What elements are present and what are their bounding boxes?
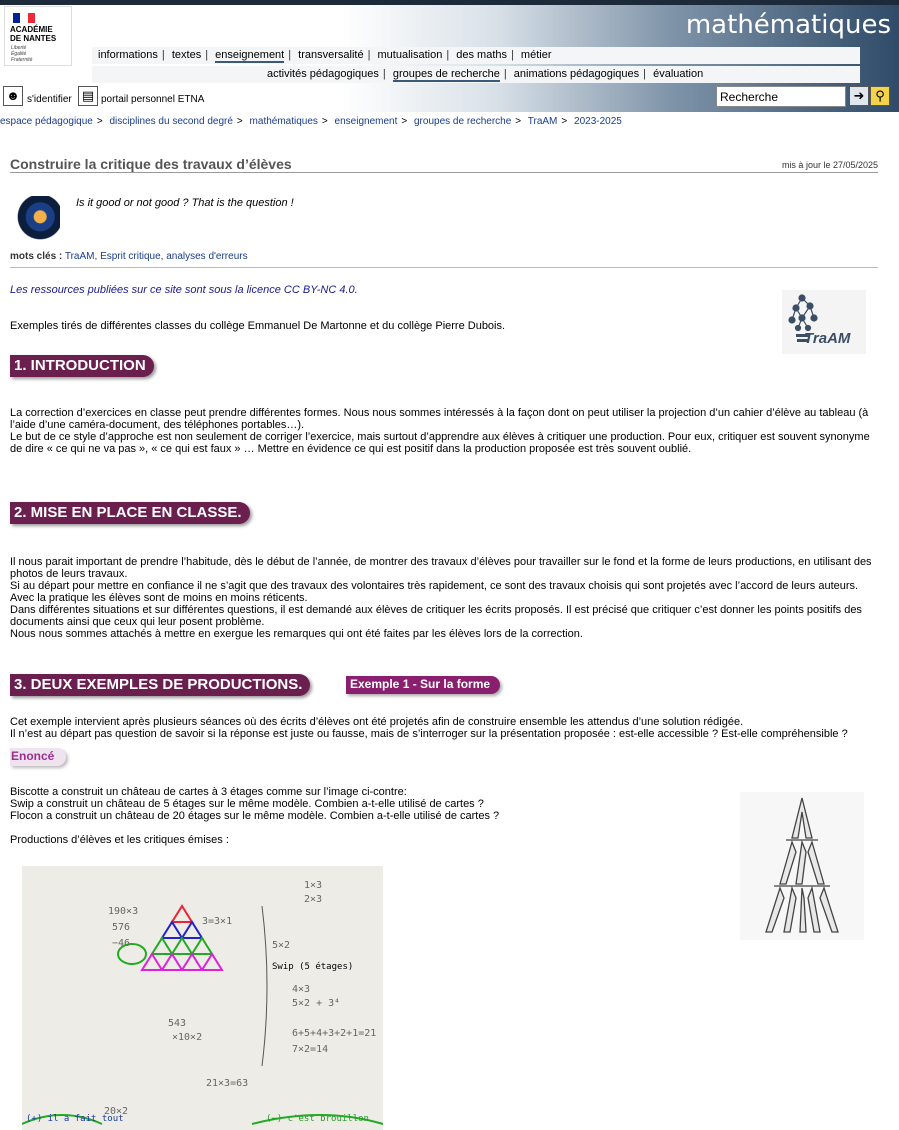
note: 3=3×1 bbox=[202, 916, 233, 927]
note: 576 bbox=[112, 922, 131, 933]
breadcrumb-item[interactable]: mathématiques bbox=[249, 116, 318, 127]
nav-groupes-de-recherche[interactable]: groupes de recherche bbox=[392, 68, 500, 80]
handwritten-note: Swip (5 étages) bbox=[272, 962, 354, 972]
note: 4×3 bbox=[292, 984, 311, 995]
breadcrumb-item[interactable]: espace pédagogique bbox=[0, 116, 93, 127]
title-divider bbox=[10, 172, 878, 173]
note: 21×3=63 bbox=[206, 1078, 249, 1089]
keyword-link[interactable]: analyses d'erreurs bbox=[166, 251, 248, 262]
section-heading-exemples: 3. DEUX EXEMPLES DE PRODUCTIONS. bbox=[10, 674, 310, 696]
note: 2×3 bbox=[304, 894, 323, 905]
section-heading-mise-en-place: 2. MISE EN PLACE EN CLASSE. bbox=[10, 502, 250, 524]
french-flag-icon bbox=[13, 13, 35, 23]
section1-text bbox=[10, 407, 872, 455]
intro-quote: Is it good or not good ? That is the question ! bbox=[76, 197, 294, 209]
example1-heading: Exemple 1 - Sur la forme bbox=[346, 676, 500, 694]
nav-metier[interactable]: métier bbox=[520, 49, 552, 61]
note: 1×3 bbox=[304, 880, 323, 891]
paragraph: Cet exemple intervient après plusieurs séances où des écrits d’élèves ont été projetés afin de construire ensemble les attendus d’une solution rédigée. bbox=[10, 716, 744, 728]
primary-nav: informations | textes | enseignement | transversalité | mutualisation | des maths | métier bbox=[92, 47, 860, 64]
motto-egalite: Égalité bbox=[11, 51, 27, 57]
note: 190×3 bbox=[108, 906, 139, 917]
section-heading-introduction: 1. INTRODUCTION bbox=[10, 355, 154, 377]
note: 20×2 bbox=[104, 1106, 129, 1117]
paragraph: Si au départ pour mettre en confiance il ne s’agit que des travaux des volontaires très rapidement, ce sont des travaux choisis qui sont projetés avec l’accord de leurs auteurs. Avec la pratique les élèves sont de moins en moins réticents. bbox=[10, 580, 859, 604]
header-top-line bbox=[0, 0, 899, 5]
license-notice: Les ressources publiées sur ce site sont sous la licence CC BY-NC 4.0. bbox=[10, 284, 358, 296]
note: 5×2 + 3⁴ bbox=[292, 998, 341, 1009]
traam-logo bbox=[782, 290, 866, 354]
enonce-text bbox=[10, 786, 710, 822]
note: ×10×2 bbox=[172, 1032, 203, 1043]
nav-animations-pedagogiques[interactable]: animations pédagogiques bbox=[513, 68, 640, 80]
traam-logo-text: TraAM bbox=[804, 330, 851, 347]
portal-icon[interactable]: ▤ bbox=[78, 86, 98, 106]
paragraph: Swip a construit un château de 5 étages sur le même modèle. Combien a-t-elle utilisé de cartes ? bbox=[10, 798, 484, 810]
keyword-link[interactable]: Esprit critique bbox=[100, 251, 161, 262]
logo-motto bbox=[11, 45, 32, 63]
paragraph: Nous nous sommes attachés à mettre en exergue les remarques qui ont été faites par les élèves lors de la correction. bbox=[10, 628, 583, 640]
examples-intro: Exemples tirés de différentes classes du collège Emmanuel De Martonne et du collège Pierre Dubois. bbox=[10, 320, 506, 332]
note: 543 bbox=[168, 1018, 187, 1029]
note: 6+5+4+3+2+1=21 bbox=[292, 1028, 377, 1039]
paragraph: Il nous parait important de prendre l’habitude, dès le début de l’année, de montrer des travaux d’élèves pour travailler sur le fond et la forme de leurs productions, en utilisant des photos de leurs travaux. bbox=[10, 556, 872, 580]
nav-informations[interactable]: informations bbox=[98, 49, 158, 61]
motto-fraternite: Fraternité bbox=[11, 57, 33, 63]
breadcrumb-item[interactable]: disciplines du second degré bbox=[109, 116, 233, 127]
breadcrumb-item[interactable]: groupes de recherche bbox=[414, 116, 512, 127]
logo-text bbox=[10, 25, 72, 43]
keyword-link[interactable]: TraAM bbox=[64, 251, 95, 262]
page-title: Construire la critique des travaux d’élèves bbox=[10, 156, 292, 172]
site-title: mathématiques bbox=[685, 10, 891, 40]
enonce-heading: Enoncé bbox=[10, 748, 66, 766]
section3-text bbox=[10, 716, 872, 740]
secondary-nav: activités pédagogiques | groupes de recherche | animations pédagogiques | évaluation bbox=[92, 66, 860, 83]
keywords-divider bbox=[10, 267, 878, 268]
note: 7×2=14 bbox=[292, 1044, 329, 1055]
keywords-label: mots clés : bbox=[10, 251, 63, 262]
logo-line1: ACADÉMIE bbox=[10, 25, 53, 34]
nav-des-maths[interactable]: des maths bbox=[456, 49, 507, 61]
note: −46 bbox=[112, 938, 131, 949]
search-input[interactable] bbox=[716, 86, 846, 107]
paragraph: Il n’est au départ pas question de savoir si la réponse est juste ou fausse, mais de s’interroger sur la présentation proposée : est-elle accessible ? Est-elle compréhensible ? bbox=[10, 728, 848, 740]
brain-thumbnail-image bbox=[16, 196, 60, 248]
paragraph: Flocon a construit un château de 20 étages sur le même modèle. Combien a-t-elle utilisé de cartes ? bbox=[10, 810, 500, 822]
magnifier-icon[interactable]: ⚲ bbox=[870, 86, 890, 106]
productions-label: Productions d’élèves et les critiques émises : bbox=[10, 834, 229, 846]
section2-text bbox=[10, 556, 872, 640]
breadcrumb: espace pédagogique > disciplines du second degré > mathématiques > enseignement > groupes de recherche > TraAM > 2023-2025 bbox=[0, 116, 622, 127]
student-work-photo bbox=[22, 866, 383, 1130]
nav-activites-pedagogiques[interactable]: activités pédagogiques bbox=[267, 68, 379, 80]
login-link[interactable]: s'identifier bbox=[27, 94, 72, 105]
nav-enseignement[interactable]: enseignement bbox=[215, 49, 285, 61]
handwritten-positive: (+) il a fait tout bbox=[26, 1114, 124, 1124]
keywords: mots clés : TraAM, Esprit critique, analyses d'erreurs bbox=[10, 251, 248, 262]
paragraph: Biscotte a construit un château de cartes à 3 étages comme sur l’image ci-contre: bbox=[10, 786, 407, 798]
update-date: mis à jour le 27/05/2025 bbox=[781, 160, 878, 170]
nav-evaluation[interactable]: évaluation bbox=[653, 68, 704, 80]
paragraph: Le but de ce style d’approche est non seulement de corriger l’exercice, mais surtout d’apprendre aux élèves à critiquer une production. Pour eux, critiquer est souvent synonyme de dire « ce qui ne va pas », « ce qui est faux » … Mettre en évidence ce qui est positif dans la production proposée est très souvent oublié. bbox=[10, 431, 870, 455]
breadcrumb-item[interactable]: 2023-2025 bbox=[574, 116, 622, 127]
nav-transversalite[interactable]: transversalité bbox=[298, 49, 364, 61]
site-header bbox=[0, 0, 899, 112]
nav-mutualisation[interactable]: mutualisation bbox=[377, 49, 443, 61]
portal-link[interactable]: portail personnel ETNA bbox=[101, 94, 205, 105]
academie-logo[interactable] bbox=[4, 6, 72, 66]
handwritten-negative: (−) c'est brouillon bbox=[266, 1114, 369, 1124]
arrow-right-icon[interactable]: ➜ bbox=[849, 86, 869, 106]
logo-line2: DE NANTES bbox=[10, 34, 57, 43]
breadcrumb-item[interactable]: TraAM bbox=[527, 116, 558, 127]
card-castle-image bbox=[740, 792, 864, 940]
note: 5×2 bbox=[272, 940, 291, 951]
breadcrumb-item[interactable]: enseignement bbox=[334, 116, 398, 127]
paragraph: La correction d’exercices en classe peut prendre différentes formes. Nous nous sommes intéressés à la façon dont on peut utiliser la projection d’un cahier d’élève au tableau (à l’aide d’une caméra-document, des téléphones portables…). bbox=[10, 407, 869, 431]
motto-liberte: Liberté bbox=[11, 45, 27, 51]
paragraph: Dans différentes situations et sur différentes questions, il est demandé aux élèves de critiquer les écrits proposés. Il est précisé que critiquer c’est donner les points positifs des documents ainsi que ceux qui leur posent problème. bbox=[10, 604, 862, 628]
nav-textes[interactable]: textes bbox=[171, 49, 202, 61]
user-icon[interactable]: ☻ bbox=[3, 86, 23, 106]
